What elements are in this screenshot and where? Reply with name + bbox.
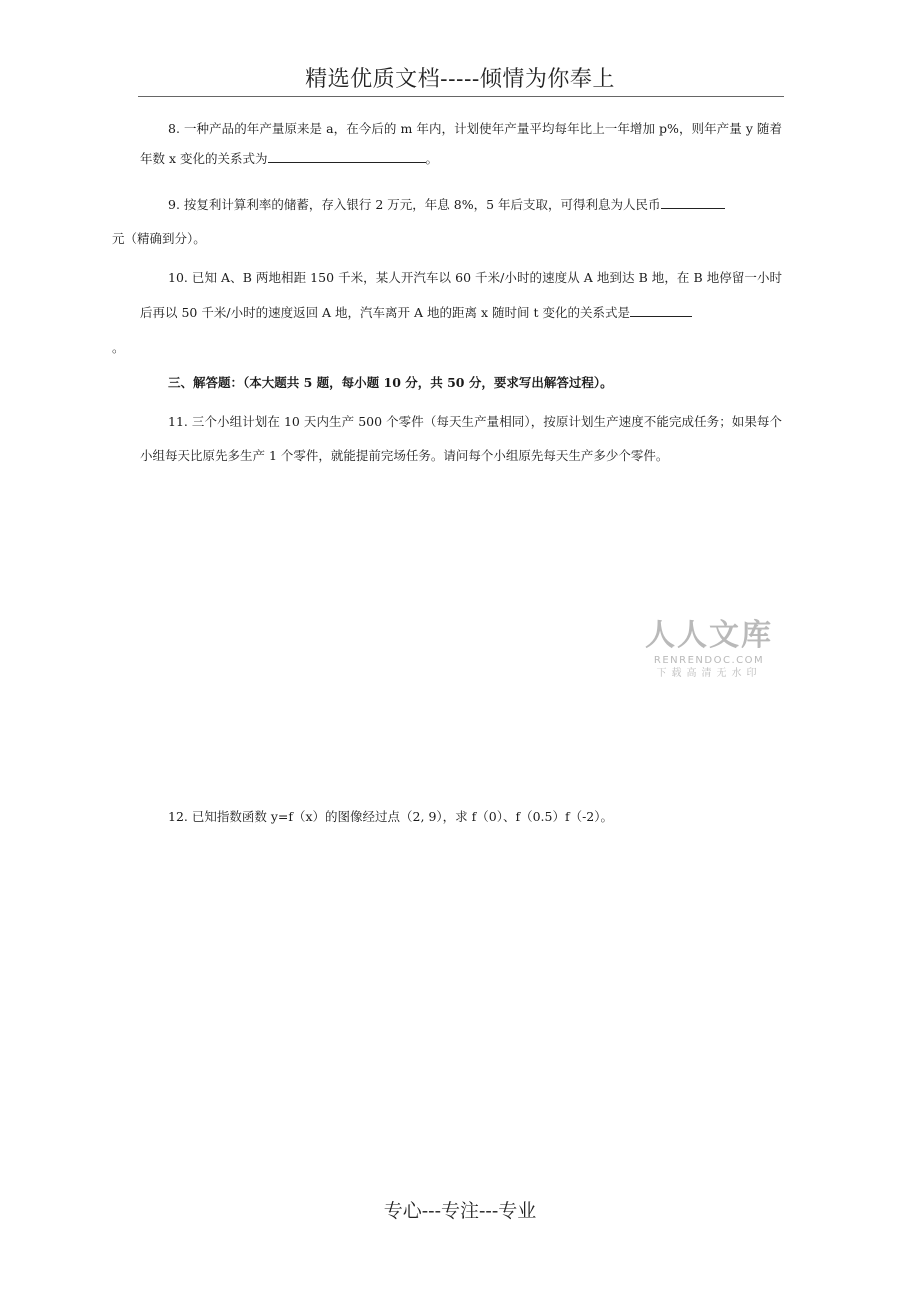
- page-footer: 专心---专注---专业: [383, 1200, 537, 1222]
- question-8-text: 8. 一种产品的年产量原来是 a，在今后的 m 年内，计划使年产量平均每年比上一年增加 p%，则年产量 y 随着年数 x 变化的关系式为: [140, 121, 782, 166]
- answer-blank-8: [268, 148, 426, 163]
- question-12: 12. 已知指数函数 y=f（x）的图像经过点（2, 9），求 f（0）、f（0.5）f（-2）。: [168, 809, 614, 824]
- question-8: [140, 114, 782, 174]
- watermark-logo-text: 人人文库: [645, 618, 773, 653]
- question-9-end: 元（精确到分）。: [112, 231, 206, 246]
- watermark-site: RENRENDOC.COM: [653, 655, 765, 666]
- section-3-title: 三、解答题：（本大题共 5 题，每小题 10 分，共 50 分，要求写出解答过程）。: [168, 375, 613, 390]
- question-9: [112, 188, 782, 256]
- question-10-text: 10. 已知 A、B 两地相距 150 千米，某人开汽车以 60 千米/小时的速度从 A 地到达 B 地，在 B 地停留一小时后再以 50 千米/小时的速度返回 A 地，汽车离开 A 地的距离 x 随时间 t 变化的关系式是: [140, 270, 782, 320]
- answer-blank-10: [630, 302, 692, 317]
- header-rule: [138, 96, 784, 97]
- watermark-note: 下载高清无水印: [656, 668, 762, 679]
- question-8-end: 。: [425, 151, 439, 166]
- question-9-text: 9. 按复利计算利率的储蓄，存入银行 2 万元，年息 8%，5 年后支取，可得利息为人民币: [168, 197, 661, 212]
- page-header-title: 精选优质文档-----倾情为你奉上: [305, 67, 615, 92]
- watermark: [644, 618, 774, 681]
- question-10: [112, 260, 782, 365]
- question-10-end: 。: [112, 340, 125, 355]
- question-11: 11. 三个小组计划在 10 天内生产 500 个零件（每天生产量相同），按原计划生产速度不能完成任务；如果每个小组每天比原先多生产 1 个零件，就能提前完场任务。请问每个小组原先每天生产多少个零件。: [140, 414, 782, 463]
- answer-blank-9: [661, 194, 725, 209]
